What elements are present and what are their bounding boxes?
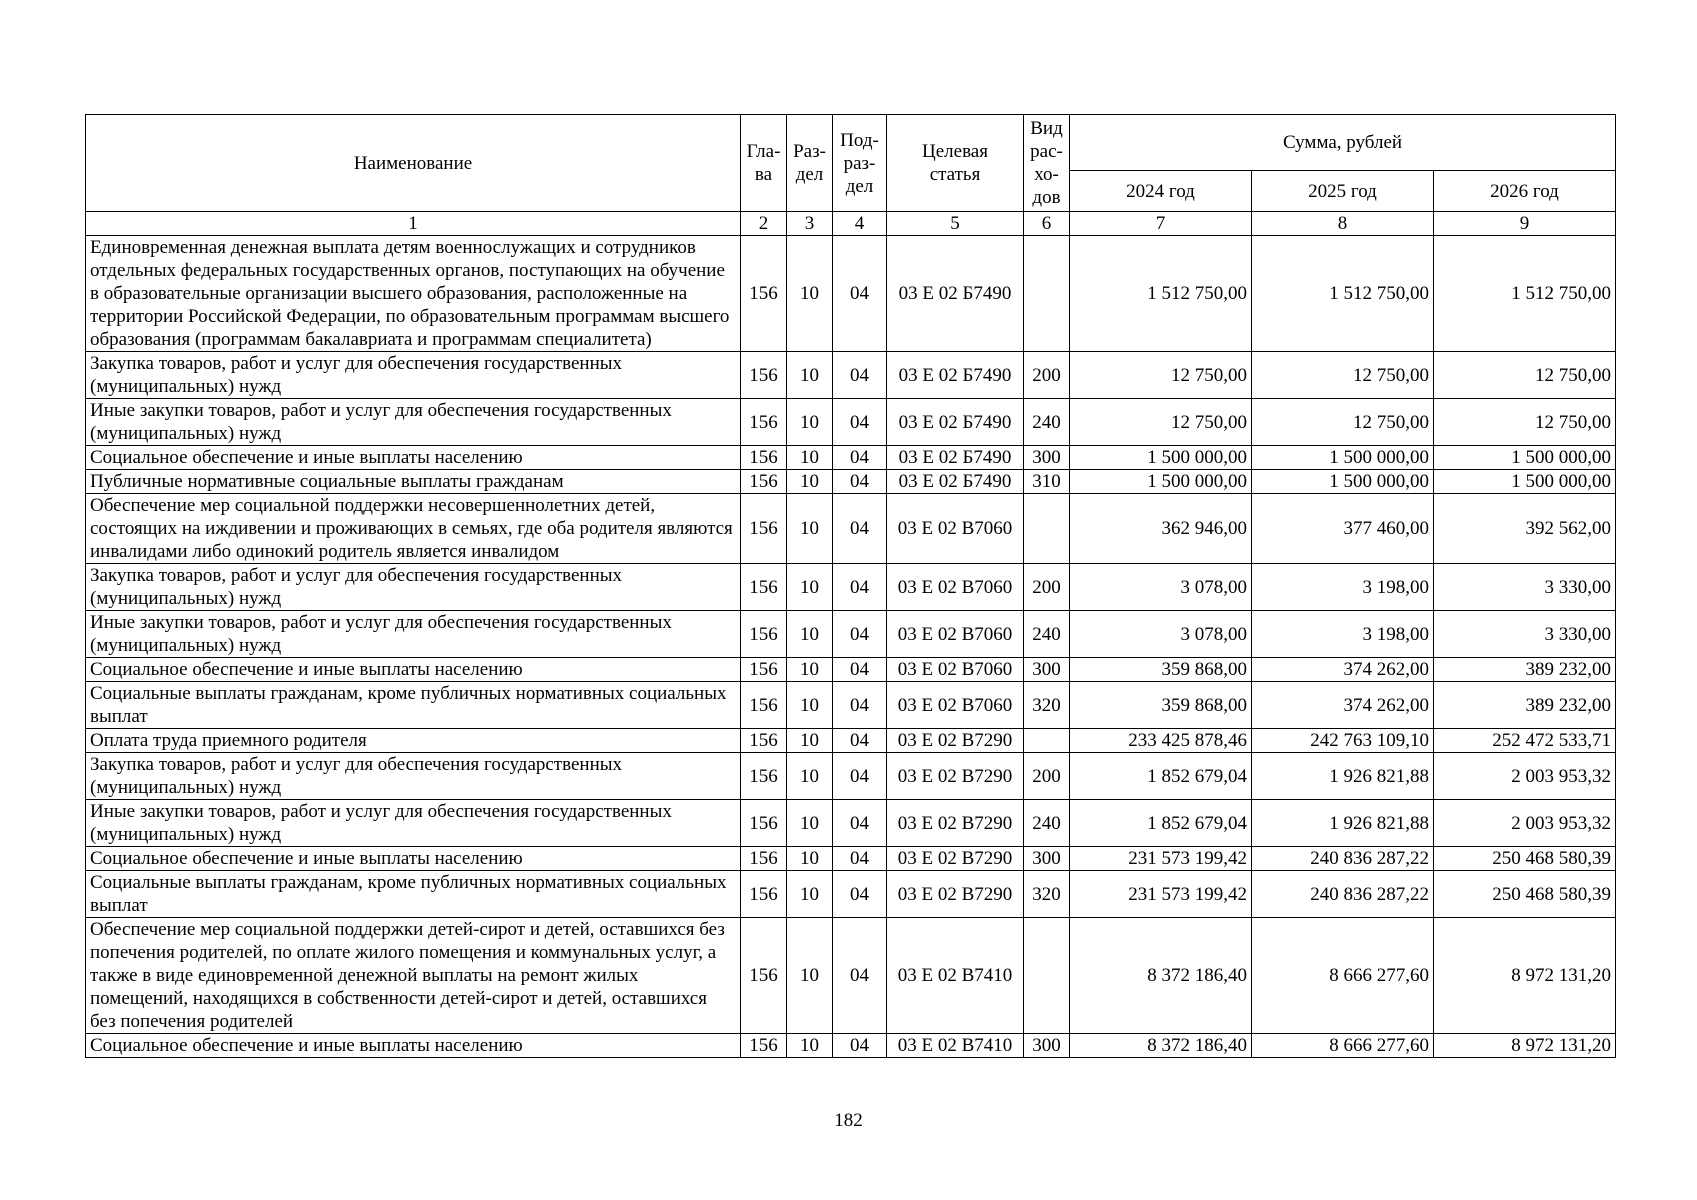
cell-tselevaya-statya: 03 Е 02 Б7490 xyxy=(887,446,1024,470)
page-number: 182 xyxy=(834,1110,863,1131)
cell-podrazdel: 04 xyxy=(833,918,887,1034)
cell-sum-2024: 1 500 000,00 xyxy=(1070,470,1252,494)
cell-name: Иные закупки товаров, работ и услуг для обеспечения государственных (муниципальных) нужд xyxy=(86,800,741,847)
cell-razdel: 10 xyxy=(787,682,833,729)
cell-name: Социальное обеспечение и иные выплаты населению xyxy=(86,847,741,871)
cell-name: Социальное обеспечение и иные выплаты населению xyxy=(86,446,741,470)
cell-sum-2024: 12 750,00 xyxy=(1070,399,1252,446)
cell-sum-2024: 233 425 878,46 xyxy=(1070,729,1252,753)
cell-tselevaya-statya: 03 Е 02 В7290 xyxy=(887,800,1024,847)
cell-name: Закупка товаров, работ и услуг для обеспечения государственных (муниципальных) нужд xyxy=(86,753,741,800)
table-row xyxy=(86,1034,1616,1058)
column-number: 3 xyxy=(787,212,833,236)
cell-tselevaya-statya: 03 Е 02 Б7490 xyxy=(887,236,1024,352)
cell-sum-2026: 389 232,00 xyxy=(1434,682,1616,729)
table-row xyxy=(86,399,1616,446)
header-year-2025: 2025 год xyxy=(1252,171,1434,212)
cell-name: Иные закупки товаров, работ и услуг для обеспечения государственных (муниципальных) нужд xyxy=(86,399,741,446)
header-year-2026: 2026 год xyxy=(1434,171,1616,212)
budget-table xyxy=(85,114,1616,1058)
cell-glava: 156 xyxy=(741,1034,787,1058)
cell-vid-raskhodov: 300 xyxy=(1024,1034,1070,1058)
cell-sum-2024: 1 852 679,04 xyxy=(1070,800,1252,847)
cell-podrazdel: 04 xyxy=(833,847,887,871)
cell-tselevaya-statya: 03 Е 02 В7290 xyxy=(887,847,1024,871)
cell-sum-2025: 3 198,00 xyxy=(1252,564,1434,611)
cell-sum-2026: 3 330,00 xyxy=(1434,611,1616,658)
cell-name: Социальное обеспечение и иные выплаты населению xyxy=(86,658,741,682)
cell-tselevaya-statya: 03 Е 02 В7290 xyxy=(887,871,1024,918)
column-number: 5 xyxy=(887,212,1024,236)
cell-tselevaya-statya: 03 Е 02 Б7490 xyxy=(887,352,1024,399)
cell-podrazdel: 04 xyxy=(833,470,887,494)
cell-podrazdel: 04 xyxy=(833,800,887,847)
cell-razdel: 10 xyxy=(787,1034,833,1058)
cell-razdel: 10 xyxy=(787,918,833,1034)
cell-sum-2026: 250 468 580,39 xyxy=(1434,871,1616,918)
cell-podrazdel: 04 xyxy=(833,729,887,753)
cell-razdel: 10 xyxy=(787,871,833,918)
header-year-2024: 2024 год xyxy=(1070,171,1252,212)
cell-podrazdel: 04 xyxy=(833,399,887,446)
cell-podrazdel: 04 xyxy=(833,753,887,800)
cell-name: Закупка товаров, работ и услуг для обеспечения государственных (муниципальных) нужд xyxy=(86,564,741,611)
cell-glava: 156 xyxy=(741,729,787,753)
cell-tselevaya-statya: 03 Е 02 В7290 xyxy=(887,753,1024,800)
table-row xyxy=(86,494,1616,564)
cell-podrazdel: 04 xyxy=(833,611,887,658)
cell-vid-raskhodov: 300 xyxy=(1024,446,1070,470)
cell-glava: 156 xyxy=(741,470,787,494)
cell-podrazdel: 04 xyxy=(833,236,887,352)
cell-sum-2024: 3 078,00 xyxy=(1070,611,1252,658)
table-body xyxy=(86,236,1616,1058)
table-row xyxy=(86,470,1616,494)
cell-glava: 156 xyxy=(741,658,787,682)
cell-sum-2025: 1 500 000,00 xyxy=(1252,470,1434,494)
cell-podrazdel: 04 xyxy=(833,658,887,682)
cell-name: Обеспечение мер социальной поддержки детей-сирот и детей, оставшихся без попечения родителей, по оплате жилого помещения и коммунальных услуг, а также в виде единовременной денежной выплаты на ремонт жилых помещений, находящихся в собственности детей-сирот и детей, оставшихся без попечения родителей xyxy=(86,918,741,1034)
cell-sum-2024: 3 078,00 xyxy=(1070,564,1252,611)
table-row xyxy=(86,564,1616,611)
cell-vid-raskhodov: 200 xyxy=(1024,753,1070,800)
cell-name: Закупка товаров, работ и услуг для обеспечения государственных (муниципальных) нужд xyxy=(86,352,741,399)
cell-vid-raskhodov: 240 xyxy=(1024,399,1070,446)
cell-sum-2025: 8 666 277,60 xyxy=(1252,1034,1434,1058)
cell-glava: 156 xyxy=(741,753,787,800)
cell-tselevaya-statya: 03 Е 02 В7410 xyxy=(887,918,1024,1034)
cell-sum-2025: 12 750,00 xyxy=(1252,399,1434,446)
cell-tselevaya-statya: 03 Е 02 Б7490 xyxy=(887,470,1024,494)
cell-sum-2025: 374 262,00 xyxy=(1252,658,1434,682)
cell-tselevaya-statya: 03 Е 02 В7060 xyxy=(887,658,1024,682)
cell-vid-raskhodov: 240 xyxy=(1024,800,1070,847)
cell-sum-2025: 12 750,00 xyxy=(1252,352,1434,399)
cell-glava: 156 xyxy=(741,800,787,847)
cell-vid-raskhodov xyxy=(1024,918,1070,1034)
cell-sum-2024: 12 750,00 xyxy=(1070,352,1252,399)
cell-sum-2025: 1 926 821,88 xyxy=(1252,800,1434,847)
cell-glava: 156 xyxy=(741,494,787,564)
cell-razdel: 10 xyxy=(787,800,833,847)
table-row xyxy=(86,658,1616,682)
cell-sum-2025: 8 666 277,60 xyxy=(1252,918,1434,1034)
cell-tselevaya-statya: 03 Е 02 Б7490 xyxy=(887,399,1024,446)
cell-podrazdel: 04 xyxy=(833,1034,887,1058)
cell-sum-2026: 8 972 131,20 xyxy=(1434,918,1616,1034)
table-row xyxy=(86,611,1616,658)
column-number: 4 xyxy=(833,212,887,236)
column-numbers-row xyxy=(86,212,1616,236)
cell-sum-2026: 1 500 000,00 xyxy=(1434,470,1616,494)
cell-tselevaya-statya: 03 Е 02 В7060 xyxy=(887,494,1024,564)
cell-razdel: 10 xyxy=(787,470,833,494)
cell-name: Единовременная денежная выплата детям военнослужащих и сотрудников отдельных федеральных государственных органов, поступающих на обучение в образовательные организации высшего образования, расположенные на территории Российской Федерации, по образовательным программам высшего образования (программам бакалавриата и программам специалитета) xyxy=(86,236,741,352)
cell-sum-2025: 1 500 000,00 xyxy=(1252,446,1434,470)
cell-sum-2024: 8 372 186,40 xyxy=(1070,918,1252,1034)
cell-razdel: 10 xyxy=(787,352,833,399)
column-number: 2 xyxy=(741,212,787,236)
cell-glava: 156 xyxy=(741,399,787,446)
cell-razdel: 10 xyxy=(787,236,833,352)
cell-sum-2024: 1 852 679,04 xyxy=(1070,753,1252,800)
column-number: 7 xyxy=(1070,212,1252,236)
cell-sum-2025: 3 198,00 xyxy=(1252,611,1434,658)
table-row xyxy=(86,352,1616,399)
header-summa: Сумма, рублей xyxy=(1070,115,1616,171)
header-name: Наименование xyxy=(86,115,741,212)
cell-razdel: 10 xyxy=(787,564,833,611)
cell-sum-2025: 1 512 750,00 xyxy=(1252,236,1434,352)
cell-sum-2026: 252 472 533,71 xyxy=(1434,729,1616,753)
cell-name: Социальное обеспечение и иные выплаты населению xyxy=(86,1034,741,1058)
cell-podrazdel: 04 xyxy=(833,494,887,564)
cell-tselevaya-statya: 03 Е 02 В7410 xyxy=(887,1034,1024,1058)
cell-tselevaya-statya: 03 Е 02 В7290 xyxy=(887,729,1024,753)
cell-vid-raskhodov: 300 xyxy=(1024,658,1070,682)
cell-glava: 156 xyxy=(741,682,787,729)
cell-sum-2026: 3 330,00 xyxy=(1434,564,1616,611)
cell-sum-2026: 12 750,00 xyxy=(1434,352,1616,399)
cell-vid-raskhodov xyxy=(1024,729,1070,753)
table-row xyxy=(86,918,1616,1034)
cell-sum-2025: 240 836 287,22 xyxy=(1252,871,1434,918)
cell-name: Социальные выплаты гражданам, кроме публичных нормативных социальных выплат xyxy=(86,682,741,729)
cell-sum-2025: 377 460,00 xyxy=(1252,494,1434,564)
cell-vid-raskhodov: 300 xyxy=(1024,847,1070,871)
column-number: 8 xyxy=(1252,212,1434,236)
cell-sum-2026: 250 468 580,39 xyxy=(1434,847,1616,871)
table-row xyxy=(86,682,1616,729)
table-row xyxy=(86,446,1616,470)
cell-razdel: 10 xyxy=(787,729,833,753)
cell-podrazdel: 04 xyxy=(833,871,887,918)
table-row xyxy=(86,236,1616,352)
cell-sum-2025: 374 262,00 xyxy=(1252,682,1434,729)
cell-vid-raskhodov: 320 xyxy=(1024,871,1070,918)
cell-vid-raskhodov: 200 xyxy=(1024,352,1070,399)
cell-razdel: 10 xyxy=(787,446,833,470)
header-glava: Гла- ва xyxy=(741,115,787,212)
cell-razdel: 10 xyxy=(787,753,833,800)
cell-vid-raskhodov: 240 xyxy=(1024,611,1070,658)
cell-vid-raskhodov: 320 xyxy=(1024,682,1070,729)
column-number: 1 xyxy=(86,212,741,236)
cell-vid-raskhodov: 200 xyxy=(1024,564,1070,611)
cell-vid-raskhodov: 310 xyxy=(1024,470,1070,494)
column-number: 6 xyxy=(1024,212,1070,236)
cell-sum-2026: 8 972 131,20 xyxy=(1434,1034,1616,1058)
cell-razdel: 10 xyxy=(787,494,833,564)
cell-name: Иные закупки товаров, работ и услуг для обеспечения государственных (муниципальных) нужд xyxy=(86,611,741,658)
cell-razdel: 10 xyxy=(787,847,833,871)
cell-name: Обеспечение мер социальной поддержки несовершеннолетних детей, состоящих на иждивении и проживающих в семьях, где оба родителя являются инвалидами либо одинокий родитель является инвалидом xyxy=(86,494,741,564)
cell-sum-2024: 1 500 000,00 xyxy=(1070,446,1252,470)
table-header xyxy=(86,115,1616,236)
table-row xyxy=(86,800,1616,847)
table-row xyxy=(86,729,1616,753)
table-row xyxy=(86,871,1616,918)
header-podrazdel: Под- раз- дел xyxy=(833,115,887,212)
cell-podrazdel: 04 xyxy=(833,446,887,470)
cell-sum-2024: 1 512 750,00 xyxy=(1070,236,1252,352)
cell-sum-2024: 362 946,00 xyxy=(1070,494,1252,564)
cell-glava: 156 xyxy=(741,918,787,1034)
cell-sum-2024: 8 372 186,40 xyxy=(1070,1034,1252,1058)
cell-sum-2024: 359 868,00 xyxy=(1070,682,1252,729)
cell-sum-2025: 1 926 821,88 xyxy=(1252,753,1434,800)
cell-glava: 156 xyxy=(741,847,787,871)
cell-glava: 156 xyxy=(741,236,787,352)
cell-razdel: 10 xyxy=(787,658,833,682)
cell-vid-raskhodov xyxy=(1024,494,1070,564)
cell-sum-2026: 1 500 000,00 xyxy=(1434,446,1616,470)
cell-tselevaya-statya: 03 Е 02 В7060 xyxy=(887,682,1024,729)
cell-razdel: 10 xyxy=(787,611,833,658)
cell-podrazdel: 04 xyxy=(833,352,887,399)
header-vid-raskhodov: Вид рас- хо- дов xyxy=(1024,115,1070,212)
cell-sum-2024: 231 573 199,42 xyxy=(1070,847,1252,871)
cell-podrazdel: 04 xyxy=(833,682,887,729)
cell-tselevaya-statya: 03 Е 02 В7060 xyxy=(887,611,1024,658)
header-razdel: Раз- дел xyxy=(787,115,833,212)
cell-sum-2025: 242 763 109,10 xyxy=(1252,729,1434,753)
cell-name: Публичные нормативные социальные выплаты гражданам xyxy=(86,470,741,494)
cell-sum-2026: 392 562,00 xyxy=(1434,494,1616,564)
table-row xyxy=(86,847,1616,871)
cell-sum-2026: 2 003 953,32 xyxy=(1434,800,1616,847)
cell-sum-2025: 240 836 287,22 xyxy=(1252,847,1434,871)
header-tselevaya-statya: Целевая статья xyxy=(887,115,1024,212)
cell-glava: 156 xyxy=(741,564,787,611)
cell-vid-raskhodov xyxy=(1024,236,1070,352)
cell-sum-2024: 359 868,00 xyxy=(1070,658,1252,682)
cell-sum-2026: 2 003 953,32 xyxy=(1434,753,1616,800)
cell-tselevaya-statya: 03 Е 02 В7060 xyxy=(887,564,1024,611)
cell-sum-2026: 12 750,00 xyxy=(1434,399,1616,446)
cell-glava: 156 xyxy=(741,446,787,470)
cell-glava: 156 xyxy=(741,871,787,918)
cell-sum-2024: 231 573 199,42 xyxy=(1070,871,1252,918)
cell-razdel: 10 xyxy=(787,399,833,446)
cell-glava: 156 xyxy=(741,352,787,399)
cell-glava: 156 xyxy=(741,611,787,658)
cell-name: Социальные выплаты гражданам, кроме публичных нормативных социальных выплат xyxy=(86,871,741,918)
table-row xyxy=(86,753,1616,800)
cell-sum-2026: 389 232,00 xyxy=(1434,658,1616,682)
column-number: 9 xyxy=(1434,212,1616,236)
cell-podrazdel: 04 xyxy=(833,564,887,611)
cell-sum-2026: 1 512 750,00 xyxy=(1434,236,1616,352)
cell-name: Оплата труда приемного родителя xyxy=(86,729,741,753)
